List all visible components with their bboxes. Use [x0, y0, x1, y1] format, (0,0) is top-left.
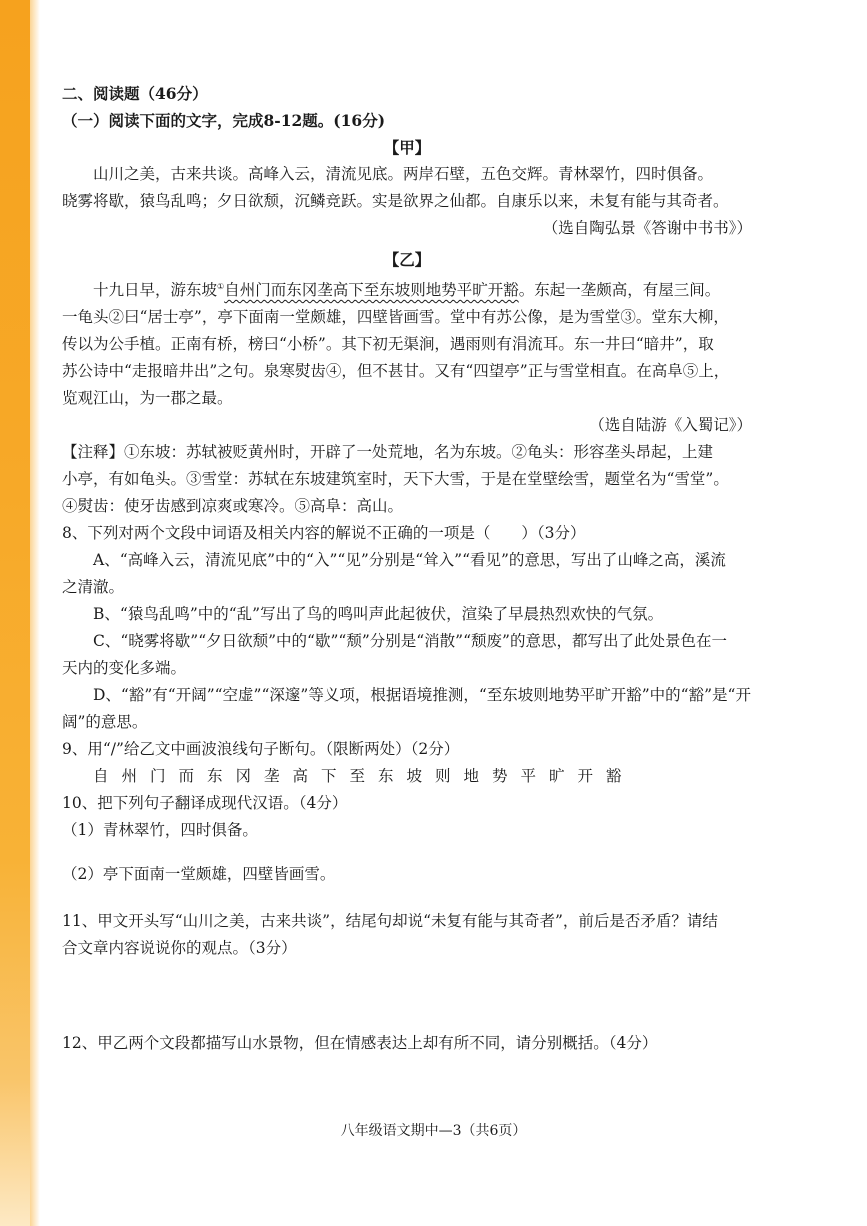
jia-source: （选自陶弘景《答谢中书书》）	[542, 219, 752, 237]
wavy-underlined-sentence: 自州门而东冈垄高下至东坡则地势平旷开豁	[224, 281, 519, 300]
exam-page	[62, 80, 752, 1057]
yi-line-1-start: 十九日早，游东坡	[93, 281, 218, 300]
q9-sentence: 自州门而东冈垄高下至东坡则地势平旷开豁	[93, 767, 635, 786]
yi-line-1-end: 。东起一垄颇高，有屋三间。	[518, 281, 721, 300]
q8-option-c-line-1: C、“晓雾将歇”“夕日欲颓”中的“歇”“颓”分别是“消散”“颓废”的意思，都写出了此处景色在一	[93, 632, 727, 651]
scan-edge-stripe	[0, 0, 30, 1226]
q8-stem: 8、下列对两个文段中词语及相关内容的解说不正确的一项是（ ）（3分）	[62, 524, 586, 543]
q8-option-d-line-1: D、“豁”有“开阔”“空虚”“深邃”等义项，根据语境推测，“至东坡则地势平旷开豁”中的“豁”是“开	[93, 686, 751, 705]
notes-line-3: ④熨齿：使牙齿感到凉爽或寒冷。⑤高阜：高山。	[62, 497, 404, 516]
q8-option-a-line-2: 之清澈。	[62, 578, 125, 597]
notes-line-2: 小亭，有如龟头。③雪堂：苏轼在东坡建筑室时，天下大雪，于是在堂壁绘雪，题堂名为“雪堂”。	[62, 470, 729, 489]
jia-line-2: 晓雾将歇，猿鸟乱鸣；夕日欲颓，沉鳞竞跃。实是欲界之仙都。自康乐以来，未复有能与其奇者。	[62, 192, 729, 210]
jia-heading: 【甲】	[383, 138, 431, 157]
q10-part-2: （2）亭下面南一堂颇雄，四壁皆画雪。	[62, 865, 336, 884]
yi-heading: 【乙】	[383, 250, 431, 269]
q11-line-1: 11、甲文开头写“山川之美，古来共谈”，结尾句却说“未复有能与其奇者”，前后是否矛盾？请结	[62, 912, 718, 931]
yi-line-1: 十九日早，游东坡①自州门而东冈垄高下至东坡则地势平旷开豁。东起一垄颇高，有屋三间。	[93, 281, 721, 300]
q8-option-c-line-2: 天内的变化多端。	[62, 659, 187, 678]
jia-line-1: 山川之美，古来共谈。高峰入云，清流见底。两岸石壁，五色交辉。青林翠竹，四时俱备。	[93, 165, 714, 183]
q8-option-a-line-1: A、“高峰入云，清流见底”中的“入”“见”分别是“耸入”“看见”的意思，写出了山峰之高，溪流	[93, 551, 726, 570]
yi-line-3: 传以为公手植。正南有桥，榜曰“小桥”。其下初无渠涧，遇雨则有涓流耳。东一井曰“暗井”，取	[62, 335, 714, 354]
yi-line-2: 一龟头②曰“居士亭”，亭下面南一堂颇雄，四壁皆画雪。堂中有苏公像，是为雪堂③。堂东大柳，	[62, 308, 729, 327]
yi-source: （选自陆游《入蜀记》）	[589, 416, 752, 435]
q9-stem: 9、用“/”给乙文中画波浪线句子断句。（限断两处）（2分）	[62, 740, 460, 759]
q11-line-2: 合文章内容说说你的观点。（3分）	[62, 939, 297, 958]
q10-part-1: （1）青林翠竹，四时俱备。	[62, 821, 258, 840]
q10-stem: 10、把下列句子翻译成现代汉语。（4分）	[62, 794, 348, 813]
yi-line-4: 苏公诗中“走报暗井出”之句。泉寒熨齿④，但不甚甘。又有“四望亭”正与雪堂相直。在高阜⑤上，	[62, 362, 730, 381]
yi-line-5: 览观江山，为一郡之最。	[62, 389, 233, 408]
subsection-title: （一）阅读下面的文字，完成8-12题。(16分)	[62, 111, 386, 130]
q8-option-d-line-2: 阔”的意思。	[62, 713, 148, 732]
section-title: 二、阅读题（46分）	[62, 84, 208, 103]
page-footer: 八年级语文期中—3（共6页）	[340, 1123, 527, 1139]
notes-line-1: 【注释】①东坡：苏轼被贬黄州时，开辟了一处荒地，名为东坡。②龟头：形容垄头昂起，上建	[62, 443, 714, 462]
q12-stem: 12、甲乙两个文段都描写山水景物，但在情感表达上却有所不同，请分别概括。（4分）	[62, 1034, 658, 1053]
q8-option-b: B、“猿鸟乱鸣”中的“乱”写出了鸟的鸣叫声此起彼伏，渲染了早晨热烈欢快的气氛。	[93, 605, 664, 624]
